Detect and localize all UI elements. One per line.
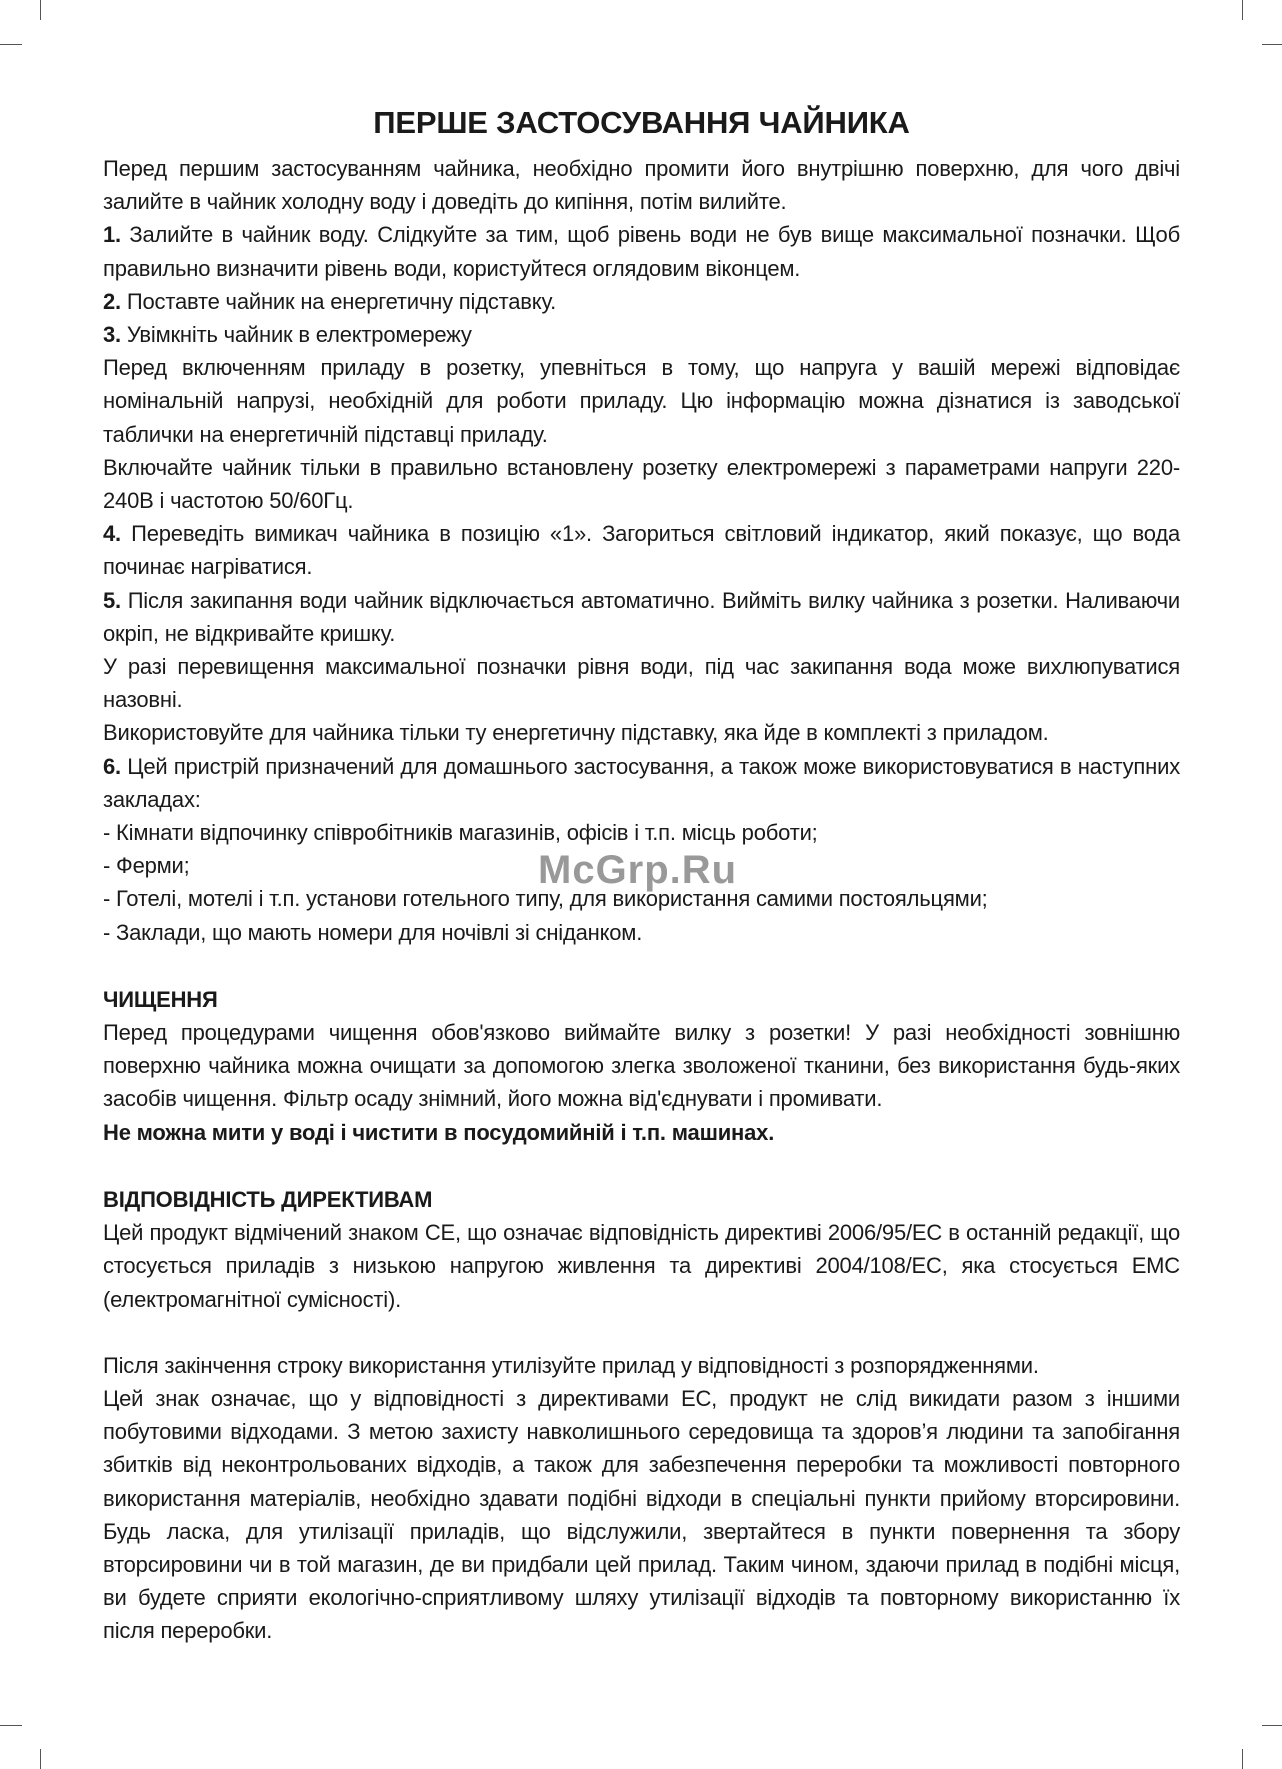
crop-mark [0,44,22,45]
step-text: Цей пристрій призначений для домашнього застосування, а також може використовуватися в наступних закладах: [103,753,1180,812]
directives-heading: ВІДПОВІДНІСТЬ ДИРЕКТИВАМ [103,1186,433,1212]
step-number: 1. [103,222,121,248]
step-3 [103,318,1180,351]
step-text: Увімкніть чайник в електромережу [120,322,472,348]
cleaning-heading: ЧИЩЕННЯ [103,986,218,1012]
list-item: - Заклади, що мають номери для ночівлі зі сніданком. [103,919,643,945]
step-text: Залийте в чайник воду. Слідкуйте за тим, щоб рівень води не був вище максимальної позначки. Щоб правильно визначити рівень води, користуйтеся оглядовим віконцем. [103,222,1180,281]
step-text: Після закипання води чайник відключається автоматично. Вийміть вилку чайника з розетки. Наливаючи окріп, не відкривайте кришку. [103,587,1180,646]
step-text: Переведіть вимикач чайника в позицію «1». Загориться світловий індикатор, який показує, що вода починає нагріватися. [103,521,1180,580]
directives-paragraph: Цей продукт відмічений знаком CE, що означає відповідність директиві 2006/95/ЕС в останній редакції, що стосується приладів з низькою напругою живлення та директиві 2004/108/ЕС, яка стосується EMC (електромагнітної сумісності). [103,1220,1180,1312]
disposal-intro: Після закінчення строку використання утилізуйте прилад у відповідності з розпорядженнями. [103,1352,1039,1378]
step-number: 6. [103,753,121,779]
step-4 [103,517,1180,583]
page-title: ПЕРШЕ ЗАСТОСУВАННЯ ЧАЙНИКА [373,105,910,140]
watermark: McGrp.Ru [538,848,738,892]
crop-mark [40,0,41,20]
step-number: 2. [103,288,121,314]
step-5 [103,584,1180,650]
step-1 [103,218,1180,284]
step-number: 5. [103,587,121,613]
cleaning-paragraph: Перед процедурами чищення обов'язково виймайте вилку з розетки! У разі необхідності зовнішню поверхню чайника можна очищати за допомогою злегка зволоженої тканини, без використання будь-яких засобів чищення. Фільтр осаду знімний, його можна від'єднувати і промивати. [103,1020,1180,1112]
voltage-paragraph: Перед включенням приладу в розетку, упевніться в тому, що напруга у вашій мережі відповідає номінальній напрузі, необхідній для роботи приладу. Цю інформацію можна дізнатися із заводської таблички на енергетичній підставці приладу. [103,355,1180,447]
crop-mark [1242,1749,1243,1769]
crop-mark [1242,0,1243,20]
socket-paragraph: Включайте чайник тільки в правильно встановлену розетку електромережі з параметрами напруги 220-240В і частотою 50/60Гц. [103,454,1180,514]
step-number: 3. [103,322,121,348]
spacer [103,1316,1180,1349]
intro-paragraph: Перед першим застосуванням чайника, необхідно промити його внутрішню поверхню, для чого двічі залийте в чайник холодну воду і доведіть до кипіння, потім вилийте. [103,156,1180,215]
cleaning-warning: Не можна мити у воді і чистити в посудомийній і т.п. машинах. [103,1119,775,1145]
list-item: - Ферми; [103,853,190,879]
disposal-paragraph: Цей знак означає, що у відповідності з директивами ЕС, продукт не слід викидати разом з іншими побутовими відходами. З метою захисту навколишнього середовища та здоров’я людини та запобігання збитків від неконтрольованих відходів, а також для забезпечення переробки та можливості повторного використання матеріалів, необхідно здавати подібні відходи в спеціальні пункти прийому вторсировини. Будь ласка, для утилізації приладів, що відслужили, звертайтеся в пункти повернення та збору вторсировини чи в той магазин, де ви придбали цей прилад. Таким чином, здаючи прилад в подібні місця, ви будете сприяти екологічно-сприятливому шляху утилізації відходів та повторному використанню їх після переробки. [103,1385,1180,1644]
crop-mark [40,1749,41,1769]
list-item: - Готелі, мотелі і т.п. установи готельного типу, для використання самими постояльцями; [103,886,988,912]
overflow-paragraph: У разі перевищення максимальної позначки рівня води, під час закипання вода може вихлюпуватися назовні. [103,654,1180,713]
step-text: Поставте чайник на енергетичну підставку. [120,288,556,314]
crop-mark [1262,44,1282,45]
step-number: 4. [103,521,121,547]
crop-mark [1262,1725,1282,1726]
list-item: - Кімнати відпочинку співробітників магазинів, офісів і т.п. місць роботи; [103,820,818,846]
crop-mark [0,1725,22,1726]
step-2 [103,285,1180,318]
step-6 [103,750,1180,816]
base-paragraph: Використовуйте для чайника тільки ту енергетичну підставку, яка йде в комплекті з приладом. [103,720,1049,746]
